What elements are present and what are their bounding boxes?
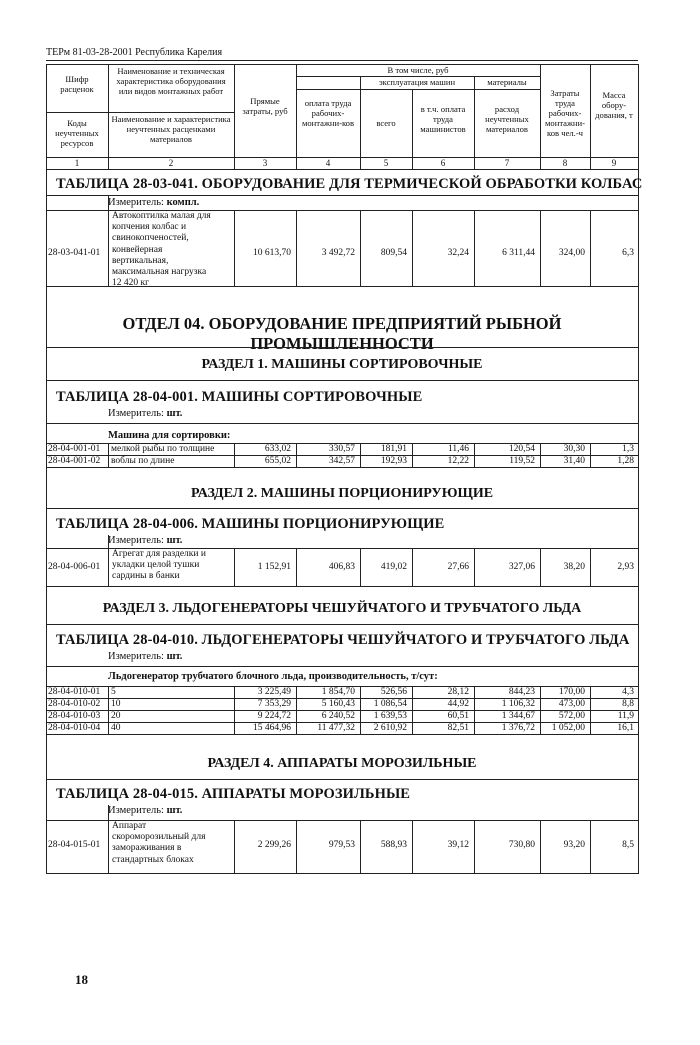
row-value: 1 344,67	[501, 711, 535, 721]
table-title: ТАБЛИЦА 28-03-041. ОБОРУДОВАНИЕ ДЛЯ ТЕРМИЧЕСКОЙ ОБРАБОТКИ КОЛБАС	[56, 176, 643, 192]
row-description: 10	[111, 699, 121, 709]
description-line: максимальная нагрузка	[112, 267, 207, 278]
row-value: 8,8	[622, 699, 634, 709]
row-value: 324,00	[558, 248, 585, 258]
row-value: 330,57	[328, 444, 355, 454]
rule	[46, 779, 638, 780]
row-value: 809,54	[380, 248, 407, 258]
col-materials-group-label: материалы	[487, 77, 527, 87]
row-value: 473,00	[558, 699, 585, 709]
col-labor-pay-label: оплата труда рабочих-монтажни-ков	[301, 98, 355, 128]
row-value: 6,3	[622, 248, 634, 258]
rule	[46, 195, 638, 196]
row-value: 38,20	[563, 562, 585, 572]
section-heading: РАЗДЕЛ 1. МАШИНЫ СОРТИРОВОЧНЫЕ	[201, 357, 483, 372]
column-number: 1	[74, 158, 80, 168]
col-total-label: всего	[376, 118, 396, 128]
row-code: 28-04-015-01	[48, 840, 101, 850]
row-value: 1,28	[617, 456, 634, 466]
column-number: 5	[383, 158, 389, 168]
row-value: 655,02	[264, 456, 291, 466]
table-title: ТАБЛИЦА 28-04-001. МАШИНЫ СОРТИРОВОЧНЫЕ	[56, 389, 423, 405]
subheading: Льдогенератор трубчатого блочного льда, производительность, т/сут:	[108, 671, 438, 682]
row-value: 327,06	[508, 562, 535, 572]
description-line: скороморозильный для	[112, 832, 206, 843]
row-value: 3 492,72	[321, 248, 355, 258]
col-materials-label: Наименование и характеристика неучтенных расценками материалов	[111, 114, 231, 144]
row-value: 2 610,92	[373, 723, 407, 733]
row-value: 1 639,53	[373, 711, 407, 721]
section-heading: РАЗДЕЛ 4. АППАРАТЫ МОРОЗИЛЬНЫЕ	[207, 756, 477, 771]
rule	[108, 686, 109, 698]
row-value: 181,91	[380, 444, 407, 454]
row-value: 9 224,72	[257, 711, 291, 721]
table-title: ТАБЛИЦА 28-04-006. МАШИНЫ ПОРЦИОНИРУЮЩИЕ	[56, 516, 445, 532]
measure	[108, 535, 182, 546]
description-line: сардины в банки	[112, 571, 180, 582]
col-direct-cost-label: Прямые затраты, руб	[242, 96, 288, 116]
row-code: 28-03-041-01	[48, 248, 101, 258]
measure	[108, 408, 182, 419]
rule	[46, 508, 638, 509]
page-header: ТЕРм 81-03-28-2001 Республика Карелия	[46, 47, 223, 58]
rule	[108, 112, 234, 113]
description-line: вертикальная,	[112, 255, 169, 266]
row-value: 1 052,00	[551, 723, 585, 733]
row-code: 28-04-006-01	[48, 562, 101, 572]
measure-value: шт.	[166, 408, 183, 419]
frame-left	[46, 64, 47, 874]
row-value: 8,5	[622, 840, 634, 850]
page-number: 18	[75, 972, 88, 987]
rule	[46, 169, 638, 170]
row-value: 6 311,44	[502, 248, 535, 258]
row-value: 44,92	[447, 699, 469, 709]
description-line: свинокопченостей,	[112, 233, 189, 244]
col-material-use-label: расход неучтенных материалов	[485, 104, 529, 134]
row-value: 170,00	[558, 687, 585, 697]
description-line: замораживания в	[112, 843, 182, 854]
row-value: 406,83	[328, 562, 355, 572]
row-value: 1 854,70	[321, 687, 355, 697]
row-value: 3 225,49	[257, 687, 291, 697]
row-description: воблы по длине	[111, 456, 175, 466]
description-line: копчения колбас и	[112, 222, 187, 233]
row-value: 419,02	[380, 562, 407, 572]
row-description: 40	[111, 723, 121, 733]
row-value: 342,57	[328, 456, 355, 466]
department-heading: ОТДЕЛ 04. ОБОРУДОВАНИЕ ПРЕДПРИЯТИЙ РЫБНОЙ ПРОМЫШЛЕННОСТИ	[122, 314, 562, 353]
row-value: 6 240,52	[321, 711, 355, 721]
measure-value: шт.	[166, 535, 183, 546]
column-number: 3	[262, 158, 268, 168]
rule	[108, 195, 109, 286]
section-heading: РАЗДЕЛ 2. МАШИНЫ ПОРЦИОНИРУЮЩИЕ	[190, 486, 494, 501]
row-value: 28,12	[447, 687, 469, 697]
row-description: мелкой рыбы по толщине	[111, 444, 215, 454]
rule	[46, 624, 638, 625]
row-value: 1 152,91	[257, 562, 291, 572]
measure	[108, 197, 199, 208]
measure-value: шт.	[166, 805, 183, 816]
description-line: конвейерная	[112, 244, 163, 255]
measure-value: компл.	[166, 197, 200, 208]
row-value: 730,80	[508, 840, 535, 850]
rule	[108, 455, 109, 467]
table-title: ТАБЛИЦА 28-04-010. ЛЬДОГЕНЕРАТОРЫ ЧЕШУЙЧАТОГО И ТРУБЧАТОГО ЛЬДА	[56, 632, 630, 648]
row-value: 119,52	[509, 456, 535, 466]
description-line: Автокоптилка малая для	[112, 211, 211, 221]
row-value: 82,51	[447, 723, 469, 733]
rule	[108, 722, 109, 734]
row-value: 10 613,70	[253, 248, 291, 258]
row-value: 572,00	[558, 711, 585, 721]
measure-label: Измеритель:	[108, 408, 164, 419]
frame-bottom	[46, 873, 638, 874]
measure-label: Измеритель:	[108, 197, 164, 208]
row-value: 32,24	[447, 248, 469, 258]
row-value: 192,93	[380, 456, 407, 466]
row-value: 588,93	[380, 840, 407, 850]
header-rule	[46, 60, 638, 61]
row-value: 1 086,54	[373, 699, 407, 709]
rule	[234, 64, 235, 169]
section-heading: РАЗДЕЛ 3. ЛЬДОГЕНЕРАТОРЫ ЧЕШУЙЧАТОГО И ТРУБЧАТОГО ЛЬДА	[102, 601, 582, 616]
description-line: 12 420 кг	[112, 278, 150, 289]
row-value: 15 464,96	[253, 723, 291, 733]
subheading: Машина для сортировки:	[108, 430, 231, 441]
description-line: Аппарат	[112, 821, 147, 831]
measure	[108, 651, 182, 662]
rule	[46, 467, 638, 468]
col-mass-label: Масса обору-дования, т	[595, 90, 633, 120]
row-value: 93,20	[563, 840, 585, 850]
rule	[46, 423, 638, 424]
col-group-label: В том числе, руб	[387, 65, 449, 75]
rule	[412, 89, 413, 169]
col-labor-hours-label: Затраты труда рабочих-монтажни-ков чел.-ч	[544, 88, 585, 138]
row-value: 27,66	[447, 562, 469, 572]
rule	[108, 805, 109, 873]
measure	[108, 805, 182, 816]
column-number: 9	[611, 158, 617, 168]
row-value: 633,02	[264, 444, 291, 454]
column-number: 6	[440, 158, 446, 168]
rule	[46, 734, 638, 735]
row-value: 16,1	[617, 723, 634, 733]
row-value: 2 299,26	[257, 840, 291, 850]
row-value: 1 106,32	[501, 699, 535, 709]
col-machines-label: эксплуатация машин	[378, 77, 456, 87]
description-line: стандартных блоках	[112, 854, 194, 865]
description-line: укладки целой тушки	[112, 560, 200, 571]
row-code: 28-04-010-04	[48, 723, 101, 733]
row-value: 2,93	[617, 562, 634, 572]
row-value: 11,46	[447, 444, 469, 454]
rule	[46, 347, 638, 348]
col-codes-label: Коды неучтенных ресурсов	[55, 118, 99, 148]
rule	[296, 64, 297, 169]
measure-label: Измеритель:	[108, 651, 164, 662]
row-description: 20	[111, 711, 121, 721]
row-code: 28-04-010-03	[48, 711, 101, 721]
rule	[108, 64, 109, 169]
row-value: 12,22	[447, 456, 469, 466]
row-code: 28-04-001-01	[48, 444, 101, 454]
row-value: 31,40	[563, 456, 585, 466]
row-description: 5	[111, 687, 116, 697]
row-value: 5 160,43	[321, 699, 355, 709]
rule	[108, 443, 109, 455]
column-number: 4	[325, 158, 331, 168]
rule	[46, 380, 638, 381]
col-operator-pay-label: в т.ч. оплата труда машинистов	[420, 104, 466, 134]
measure-label: Измеритель:	[108, 535, 164, 546]
row-value: 1 376,72	[501, 723, 535, 733]
column-number: 2	[168, 158, 174, 168]
rule	[108, 535, 109, 586]
column-number: 8	[562, 158, 568, 168]
row-value: 11,9	[617, 711, 634, 721]
rule	[108, 710, 109, 722]
rule	[296, 89, 540, 90]
row-value: 60,51	[447, 711, 469, 721]
col-code-label: Шифр расценок	[60, 74, 94, 94]
row-value: 1,3	[622, 444, 634, 454]
col-name-label: Наименование и техническая характеристика оборудования или видов монтажных работ	[116, 66, 226, 96]
rule	[540, 64, 541, 169]
row-code: 28-04-001-02	[48, 456, 101, 466]
rule	[46, 112, 108, 113]
row-value: 844,23	[508, 687, 535, 697]
description-line: Агрегат для разделки и	[112, 549, 206, 559]
row-value: 11 477,32	[317, 723, 355, 733]
column-number: 7	[504, 158, 510, 168]
rule	[108, 698, 109, 710]
rule	[46, 666, 638, 667]
rule	[46, 586, 638, 587]
row-value: 120,54	[508, 444, 535, 454]
row-value: 4,3	[622, 687, 634, 697]
row-code: 28-04-010-02	[48, 699, 101, 709]
measure-value: шт.	[166, 651, 183, 662]
row-value: 30,30	[563, 444, 585, 454]
row-code: 28-04-010-01	[48, 687, 101, 697]
table-title: ТАБЛИЦА 28-04-015. АППАРАТЫ МОРОЗИЛЬНЫЕ	[56, 786, 411, 802]
row-value: 526,56	[380, 687, 407, 697]
measure-label: Измеритель:	[108, 805, 164, 816]
row-value: 39,12	[447, 840, 469, 850]
row-value: 7 353,29	[257, 699, 291, 709]
rule	[590, 64, 591, 169]
row-value: 979,53	[328, 840, 355, 850]
